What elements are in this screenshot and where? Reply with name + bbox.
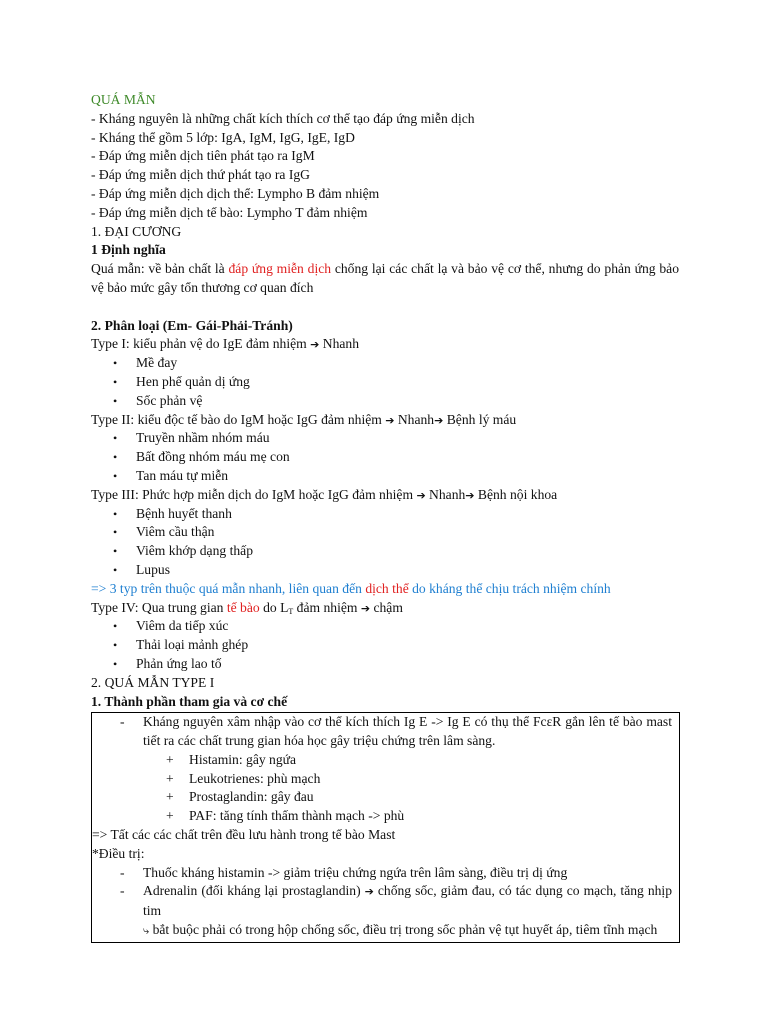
plus-marker: +	[166, 770, 174, 786]
treatment-heading: *Điều trị:	[92, 845, 145, 861]
intro-line: - Đáp ứng miễn dịch tế bào: Lympho T đảm nhiệm	[91, 204, 368, 220]
intro-line: - Đáp ứng miễn dịch thứ phát tạo ra IgG	[91, 167, 310, 183]
type-text: Type III: Phức hợp miễn dịch do IgM hoặc IgG đảm nhiệm	[91, 486, 417, 502]
note-highlight: dịch thể	[365, 580, 409, 596]
definition-paragraph	[91, 260, 679, 298]
intro-line: - Kháng thể gồm 5 lớp: IgA, IgM, IgG, IgE, IgD	[91, 129, 355, 145]
list-item	[91, 448, 679, 467]
type-line	[91, 411, 679, 430]
list-item	[91, 467, 679, 486]
type-text: Nhanh	[425, 486, 466, 502]
definition-text: chống lại các chất lạ và bảo vệ cơ thể, nhưng do phản ứng bảo vệ bảo mức gây tổn thương cơ quan đích	[91, 261, 679, 295]
dash-marker: -	[120, 864, 125, 880]
bullet-icon: •	[113, 356, 118, 371]
list-item-text: Truyền nhầm nhóm máu	[136, 430, 270, 446]
mediator-text: Leukotrienes: phù mạch	[189, 770, 321, 786]
bullet-icon: •	[113, 450, 118, 465]
bullet-icon: •	[113, 638, 118, 653]
arrow-icon: ➔	[360, 601, 371, 615]
box-item	[92, 713, 672, 751]
mediator-text: Histamin: gây ngứa	[189, 751, 297, 767]
section-heading: 2. QUÁ MẪN TYPE I	[91, 674, 215, 690]
plus-marker: +	[166, 808, 174, 824]
arrow-icon: ➔	[310, 338, 320, 352]
mediator-item	[92, 770, 672, 789]
subsection-heading: 2. Phân loại (Em- Gái-Phải-Tránh)	[91, 317, 293, 333]
list-item-text: Lupus	[136, 561, 170, 577]
list-item	[91, 354, 679, 373]
list-item	[91, 505, 679, 524]
bullet-icon: •	[113, 393, 118, 408]
section-heading: 1. ĐẠI CƯƠNG	[91, 223, 182, 239]
box-item-text: Kháng nguyên xâm nhập vào cơ thể kích thích Ig E -> Ig E có thụ thể FcεR gắn lên tế bào mast tiết ra các chất trung gian hóa học gây triệu chứng trên lâm sàng.	[143, 714, 672, 749]
arrow-icon: ➔	[385, 413, 395, 427]
list-item	[91, 617, 679, 636]
list-item	[91, 636, 679, 655]
treatment-subnote	[92, 921, 672, 940]
treatment-text: chống sốc, giảm đau, có tác dụng co mạch, tăng nhịp tim	[143, 883, 673, 919]
list-item-text: Viêm da tiếp xúc	[136, 618, 229, 634]
arrow-icon: ➔	[465, 488, 475, 502]
type-text: đảm nhiệm	[293, 599, 361, 615]
arrow-icon: ➔	[364, 885, 374, 899]
list-item	[91, 523, 679, 542]
type-line	[91, 599, 679, 618]
plus-marker: +	[166, 789, 174, 805]
list-item-text: Phản ứng lao tố	[136, 655, 222, 671]
mediator-text: PAF: tăng tính thấm thành mạch -> phù	[189, 808, 405, 824]
bullet-icon: •	[113, 525, 118, 540]
note-line	[91, 580, 679, 599]
list-item-text: Mề đay	[136, 355, 178, 371]
list-item-text: Viêm khớp dạng thấp	[136, 543, 253, 559]
treatment-item	[92, 864, 672, 883]
arrow-icon: ➔	[434, 413, 444, 427]
list-item	[91, 561, 679, 580]
list-item-text: Bất đồng nhóm máu mẹ con	[136, 449, 290, 465]
definition-highlight: đáp ứng miễn dịch	[228, 261, 332, 277]
dash-marker: -	[120, 883, 125, 899]
note-text: => 3 typ trên thuộc quá mẫn nhanh, liên quan đến	[91, 580, 366, 596]
list-item-text: Viêm cầu thận	[136, 524, 215, 540]
intro-line: - Đáp ứng miễn dịch tiên phát tạo ra IgM	[91, 148, 315, 164]
treatment-subnote-text: bắt buộc phải có trong hộp chống sốc, điều trị trong sốc phản vệ tụt huyết áp, tiêm tĩnh mạch	[149, 922, 658, 938]
mediator-item	[92, 788, 672, 807]
type-text: do L	[259, 599, 289, 615]
bullet-icon: •	[113, 619, 118, 634]
list-item	[91, 392, 679, 411]
type-text: Type I: kiểu phản vệ do IgE đảm nhiệm	[91, 336, 311, 352]
list-item-text: Tan máu tự miễn	[136, 467, 229, 483]
bullet-icon: •	[113, 468, 118, 483]
type-line	[91, 335, 679, 354]
bullet-icon: •	[113, 506, 118, 521]
mediator-item	[92, 807, 672, 826]
list-item	[91, 373, 679, 392]
plus-marker: +	[166, 751, 174, 767]
type-text: Nhanh	[394, 411, 435, 427]
bullet-icon: •	[113, 656, 118, 671]
arrow-icon: ➔	[416, 488, 426, 502]
mediator-text: Prostaglandin: gây đau	[189, 789, 314, 805]
intro-line: - Kháng nguyên là những chất kích thích cơ thể tạo đáp ứng miễn dịch	[91, 110, 475, 126]
type-text: Bệnh lý máu	[443, 411, 517, 427]
subscript-text: T	[288, 606, 294, 616]
type-text: Nhanh	[319, 336, 359, 352]
subsection-heading: 1. Thành phần tham gia và cơ chế	[91, 693, 288, 709]
treatment-text: Thuốc kháng histamin -> giảm triệu chứng ngứa trên lâm sàng, điều trị dị ứng	[143, 864, 568, 880]
conclusion-line: => Tất các các chất trên đều lưu hành trong tế bào Mast	[92, 827, 396, 843]
subsection-heading: 1 Định nghĩa	[91, 242, 166, 258]
dash-marker: -	[120, 714, 125, 730]
treatment-text: Adrenalin (đối kháng lại prostaglandin)	[143, 883, 365, 899]
definition-text: Quá mẫn: về bản chất là	[91, 261, 229, 277]
bullet-icon: •	[113, 562, 118, 577]
list-item-text: Sốc phản vệ	[136, 392, 203, 408]
list-item-text: Hen phế quản dị ứng	[136, 373, 250, 389]
note-text: do kháng thể chịu trách nhiệm chính	[408, 580, 611, 596]
document-content	[91, 91, 679, 943]
type-text: Type IV: Qua trung gian	[91, 599, 227, 615]
type-text: chậm	[370, 599, 403, 615]
list-item	[91, 542, 679, 561]
type-text: Bệnh nội khoa	[474, 486, 558, 502]
bullet-icon: •	[113, 431, 118, 446]
bullet-icon: •	[113, 374, 118, 389]
type-text: Type II: kiểu độc tế bào do IgM hoặc IgG đảm nhiệm	[91, 411, 386, 427]
type-highlight: tế bào	[226, 599, 260, 615]
page-title: QUÁ MẪN	[91, 92, 156, 107]
list-item-text: Bệnh huyết thanh	[136, 505, 232, 521]
list-item	[91, 429, 679, 448]
mediator-item	[92, 751, 672, 770]
mechanism-box	[91, 712, 680, 943]
list-item-text: Thải loại mảnh ghép	[136, 637, 249, 653]
type-line	[91, 486, 679, 505]
treatment-item	[92, 882, 672, 921]
list-item	[91, 655, 679, 674]
intro-line: - Đáp ứng miễn dịch dịch thể: Lympho B đảm nhiệm	[91, 185, 380, 201]
bullet-icon: •	[113, 544, 118, 559]
return-arrow-icon: ⤷	[143, 924, 150, 938]
